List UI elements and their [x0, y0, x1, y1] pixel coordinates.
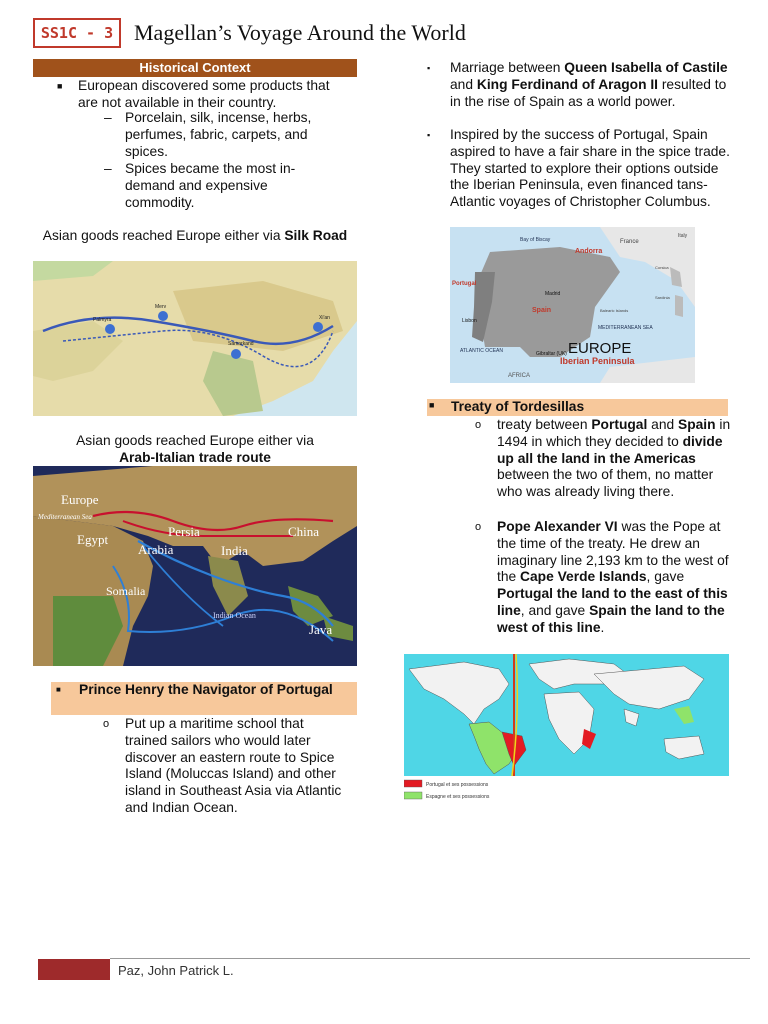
section-heading-historical-context: Historical Context [33, 59, 357, 77]
page-title: Magellan’s Voyage Around the World [134, 20, 466, 45]
caption-text: Asian goods reached Europe either via [76, 433, 314, 448]
footer-author-name: Paz, John Patrick L. [118, 963, 234, 978]
svg-text:Iberian Peninsula: Iberian Peninsula [560, 356, 635, 366]
svg-text:Lisbon: Lisbon [462, 318, 477, 324]
map-label: Persia [168, 524, 200, 539]
bullet-inspired [427, 127, 732, 211]
footer-accent-bar [38, 959, 110, 980]
square-bullet-icon: ■ [56, 685, 61, 694]
body-text: Marriage between Queen Isabella of Castile and King Ferdinand of Aragon II resulted to in the rise of Spain as a world power. [450, 60, 728, 109]
legend-label-portugal: Portugal et ses possessions [426, 782, 489, 788]
svg-text:Balearic Islands: Balearic Islands [600, 308, 629, 313]
legend-label-spain: Espagne et ses possessions [426, 794, 490, 800]
silk-road-map [33, 261, 357, 416]
svg-text:Madrid: Madrid [545, 291, 561, 297]
body-text: treaty between Portugal and Spain in 1494 in which they decided to divide up all the land in the Americas between the two of them, no matter who was already living there. [497, 417, 731, 500]
svg-text:Bay of Biscay: Bay of Biscay [520, 237, 551, 243]
iberian-peninsula-map [450, 227, 695, 383]
svg-text:EUROPE: EUROPE [568, 340, 632, 357]
caption-silk-road [33, 228, 357, 245]
body-text: Inspired by the success of Portugal, Spain aspired to have a fair share in the spice trade. They started to explore their options outside the Iberian Peninsula, even financed tans-Atlantic voyages of Christopher Columbus. [450, 127, 730, 210]
course-code-badge: SS1C - 3 [33, 18, 121, 48]
square-bullet-icon: ▪ [427, 63, 431, 73]
body-text: Put up a maritime school that trained sailors who would later discover an eastern route to Spice Island (Moluccas Island) and other island in Southeast Asia via Atlantic and Indian Ocean. [125, 716, 342, 815]
map-label: Indian Ocean [213, 611, 256, 620]
sub-bullet-text: Spices became the most in-demand and expensive commodity. [125, 161, 296, 210]
map-label: Samarkand [228, 341, 254, 347]
bullet-text: European discovered some products that are not available in their country. [78, 78, 330, 110]
prince-henry-heading [51, 682, 357, 715]
svg-text:Spain: Spain [532, 307, 552, 314]
square-bullet-icon: ■ [57, 81, 63, 91]
bullet-european-products [57, 78, 347, 112]
svg-text:Andorra: Andorra [575, 248, 603, 255]
circle-bullet-icon: o [475, 521, 482, 533]
map-label: Palmyra [93, 317, 112, 323]
caption-bold: Silk Road [284, 228, 348, 243]
map-label: Merv [155, 304, 167, 310]
map-label: Egypt [77, 532, 109, 547]
map-label: Java [309, 622, 333, 637]
arab-italian-trade-map [33, 466, 357, 666]
square-bullet-icon: ▪ [427, 130, 431, 140]
body-text: Pope Alexander VI was the Pope at the time of the treaty. He drew an imaginary line 2,193 km to the west of the Cape Verde Islands, gave Portugal the land to the east of this line, and gave Spain the land to the west of this line. [497, 519, 729, 635]
tordesillas-world-map [404, 654, 729, 802]
prince-henry-text [103, 716, 343, 817]
caption-bold: Arab-Italian trade route [119, 449, 271, 465]
map-label: India [221, 543, 248, 558]
svg-text:ATLANTIC OCEAN: ATLANTIC OCEAN [460, 348, 503, 354]
svg-text:Gibraltar (UK): Gibraltar (UK) [536, 351, 567, 357]
svg-text:Sardinia: Sardinia [655, 295, 670, 300]
caption-text: Asian goods reached Europe either via [42, 228, 285, 243]
map-label: Xi'an [319, 315, 330, 321]
treaty-point-2 [475, 519, 731, 637]
sub-bullet-products [104, 110, 344, 160]
heading-text: Treaty of Tordesillas [451, 399, 585, 414]
sub-bullet-text: Porcelain, silk, incense, herbs, perfumes, fabric, carpets, and spices. [125, 110, 312, 159]
treaty-heading [427, 399, 728, 416]
svg-text:AFRICA: AFRICA [508, 373, 531, 379]
svg-text:Portugal: Portugal [452, 281, 477, 287]
svg-text:France: France [620, 239, 639, 245]
bullet-marriage [427, 60, 732, 110]
circle-bullet-icon: o [475, 419, 482, 431]
map-label: China [288, 524, 320, 539]
svg-text:MEDITERRANEAN SEA: MEDITERRANEAN SEA [598, 325, 653, 331]
svg-text:Italy: Italy [678, 233, 688, 239]
heading-text: Prince Henry the Navigator of Portugal [79, 682, 333, 697]
footer-divider [110, 958, 750, 959]
circle-bullet-icon: o [103, 718, 110, 730]
dash-bullet-icon: – [104, 161, 112, 176]
dash-bullet-icon: – [104, 110, 112, 125]
sub-bullet-spices [104, 161, 334, 211]
svg-text:Corsica: Corsica [655, 265, 669, 270]
map-label: Mediterranean Sea [38, 513, 92, 521]
caption-arab-italian [33, 433, 357, 467]
treaty-point-1 [475, 417, 731, 501]
map-label: Arabia [138, 542, 174, 557]
square-bullet-icon: ■ [429, 400, 435, 410]
map-label: Somalia [106, 584, 146, 598]
map-label: Europe [61, 492, 99, 507]
